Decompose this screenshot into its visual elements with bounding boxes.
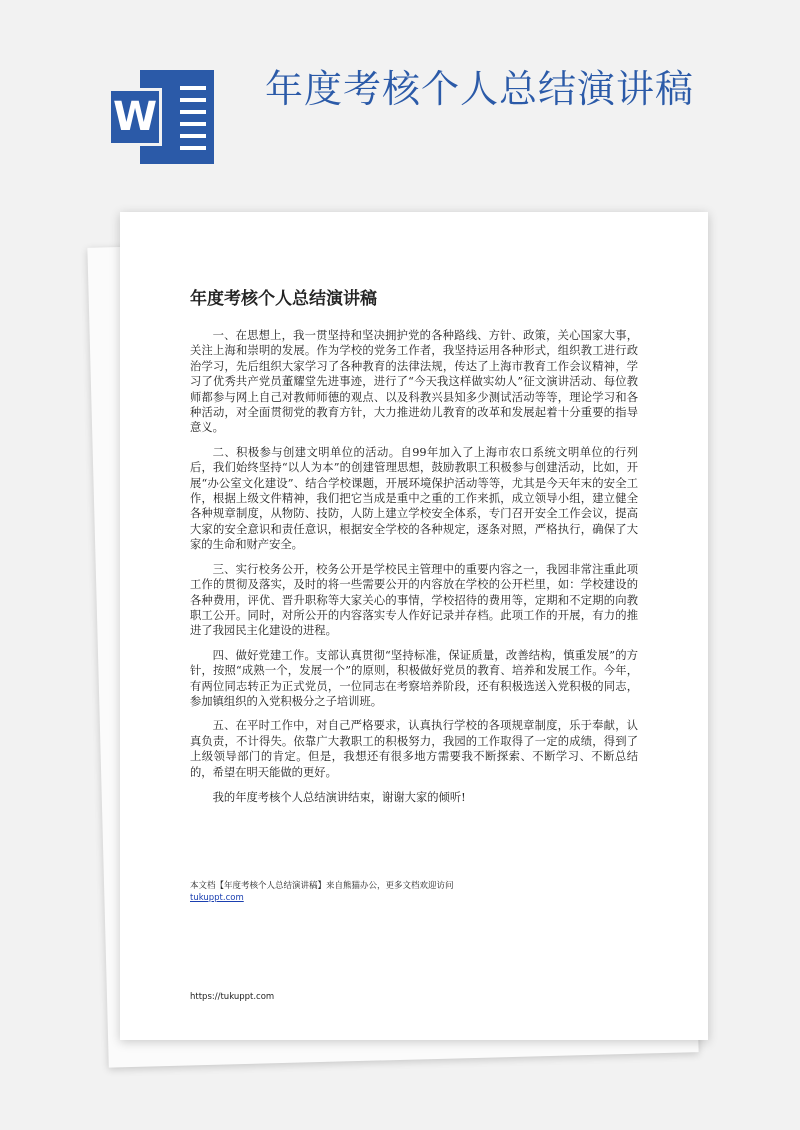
source-note-text: 本文档【年度考核个人总结演讲稿】来自熊猫办公，更多文档欢迎访问 <box>190 881 454 891</box>
closing-line: 我的年度考核个人总结演讲结束，谢谢大家的倾听! <box>212 790 466 804</box>
paragraph-1: 一、在思想上，我一贯坚持和坚决拥护党的各种路线、方针、政策，关心国家大事，关注上海和崇明的发展。作为学校的党务工作者，我坚持运用各种形式，组织教工进行政治学习，先后组织大家学习了各种教育的法律法规，传达了上海市教育工作会议精神，学习了优秀共产党员董耀堂先进事迹，进行了“今天我这样做实幼人”征文演讲活动、每位教师都参与网上自己对教师师德的观点、以及科教兴县知多少测试活动等等，理论学习和各种活动，对全面贯彻党的教育方针，大力推进幼儿教育的改革和发展起着十分重要的指导意义。 <box>190 329 638 435</box>
source-link[interactable]: tukuppt.com <box>190 893 244 903</box>
logo-letter: W <box>108 88 162 146</box>
page-title: 年度考核个人总结演讲稿 <box>265 67 695 111</box>
paragraph-4: 四、做好党建工作。支部认真贯彻“坚持标准，保证质量，改善结构，慎重发展”的方针，按照“成熟一个，发展一个”的原则，积极做好党员的教育、培养和发展工作。今年，有两位同志转正为正式党员，一位同志在考察培养阶段，还有积极选送入党积极的同志，参加镇组织的入党积极分之子培训班。 <box>190 648 638 708</box>
paragraph-2: 二、积极参与创建文明单位的活动。自99年加入了上海市农口系统文明单位的行列后，我们始终坚持“以人为本”的创建管理思想，鼓励教职工积极参与创建活动，比如，开展“办公室文化建设”、结合学校课题，开展环境保护活动等等，尤其是今天年末的安全工作，根据上级文件精神，我们把它当成是重中之重的工作来抓，成立领导小组，建立健全各种规章制度，从物防、技防，人防上建立学校安全体系，专门召开安全工作会议，提高大家的安全意识和责任意识，根据安全学校的各种规定，逐条对照，严格执行，确保了大家的生命和财产安全。 <box>190 445 638 552</box>
document-title: 年度考核个人总结演讲稿 <box>190 289 377 309</box>
footer-url[interactable]: https://tukuppt.com <box>190 992 275 1002</box>
word-logo-icon <box>108 70 218 165</box>
paragraph-5: 五、在平时工作中，对自己严格要求，认真执行学校的各项规章制度，乐于奉献，认真负责，不计得失。依靠广大教职工的积极努力，我园的工作取得了一定的成绩，得到了上级领导部门的肯定。但是，我想还有很多地方需要我不断探索、不断学习、不断总结的，希望在明天能做的更好。 <box>190 719 638 779</box>
paragraph-3: 三、实行校务公开，校务公开是学校民主管理中的重要内容之一，我园非常注重此项工作的贯彻及落实，及时的将一些需要公开的内容放在学校的公开栏里，如：学校建设的各种费用，评优、晋升职称等大家关心的事情，学校招待的费用等，定期和不定期的向教职工公开。同时，对所公开的内容落实专人作好记录并存档。此项工作的开展，有力的推进了我园民主化建设的进程。 <box>190 562 638 638</box>
document-page <box>120 212 708 1040</box>
document-body <box>190 328 638 814</box>
source-note <box>190 880 650 904</box>
